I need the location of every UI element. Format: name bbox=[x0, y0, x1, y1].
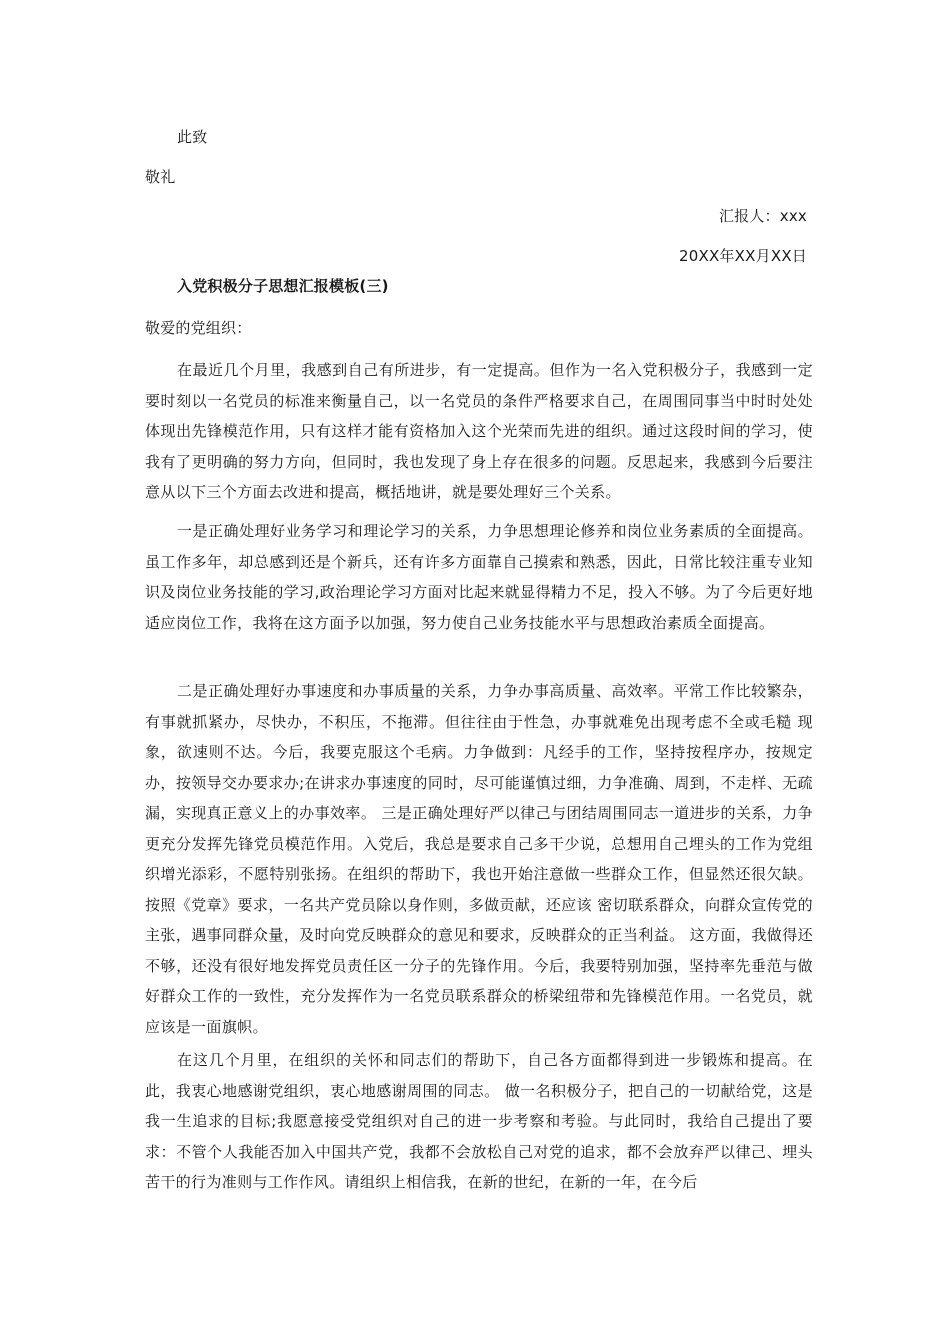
closing-salutation: 此致 bbox=[177, 128, 208, 146]
closing-regards: 敬礼 bbox=[145, 168, 176, 186]
report-date: 20XX年XX月XX日 bbox=[679, 247, 807, 265]
paragraph-text: 二是正确处理好办事速度和办事质量的关系，力争办事高质量、高效率。平常工作比较繁杂，有事就抓紧办，尽快办，不积压，不拖滞。但往往由于性急，办事就难免出现考虑不全或毛糙 现象，欲速则不达。今后，我要克服这个毛病。力争做到：凡经手的工作，坚持按程序办，按规定办，按领导交办要求办;在讲求办事速度的同时，尽可能谨慎过细，力争准确、周到，不走样、无疏漏，实现真正意义上的办事效率。 三是正确处理好严以律己与团结周围同志一道进步的关系，力争更充分发挥先锋党员模范作用。入党后，我总是要求自己多干少说，总想用自己埋头的工作为党组织增光添彩，不愿特别张扬。在组织的帮助下，我也开始注意做一些群众工作，但显然还很欠缺。按照《党章》要求，一名共产党员除以身作则，多做贡献，还应该 密切联系群众，向群众宣传党的主张，遇事同群众量，及时向党反映群众的意见和要求，反映群众的正当利益。 这方面，我做得还不够，还没有很好地发挥党员责任区一分子的先锋作用。今后，我要特别加强，坚持率先垂范与做好群众工作的一致性，充分发挥作为一名党员联系群众的桥梁纽带和先锋模范作用。一名党员，就应该是一面旗帜。 bbox=[145, 682, 813, 1036]
paragraph-1 bbox=[145, 355, 813, 508]
paragraph-text: 一是正确处理好业务学习和理论学习的关系，力争思想理论修养和岗位业务素质的全面提高。虽工作多年，却总感到还是个新兵，还有许多方面靠自己摸索和熟悉，因此，日常比较注重专业知识及岗位业务技能的学习,政治理论学习方面对比起来就显得精力不足，投入不够。为了今后更好地适应岗位工作，我将在这方面予以加强，努力使自己业务技能水平与思想政治素质全面提高。 bbox=[145, 522, 813, 632]
paragraph-2 bbox=[145, 516, 813, 638]
reporter-signature: 汇报人：xxx bbox=[718, 207, 807, 225]
paragraph-3 bbox=[145, 676, 813, 1042]
paragraph-4 bbox=[145, 1045, 813, 1198]
greeting: 敬爱的党组织： bbox=[145, 319, 252, 337]
paragraph-text: 在这几个月里，在组织的关怀和同志们的帮助下，自己各方面都得到进一步锻炼和提高。在此，我衷心地感谢党组织，衷心地感谢周围的同志。 做一名积极分子，把自己的一切献给党，这是我一生追求的目标;我愿意接受党组织对自己的进一步考察和考验。与此同时，我给自己提出了要求：不管个人我能否加入中国共产党，我都不会放松自己对党的追求，都不会放弃严以律己、埋头苦干的行为准则与工作作风。请组织上相信我，在新的世纪，在新的一年，在今后 bbox=[145, 1051, 813, 1191]
document-title: 入党积极分子思想汇报模板(三) bbox=[177, 277, 389, 295]
paragraph-text: 在最近几个月里，我感到自己有所进步，有一定提高。但作为一名入党积极分子，我感到一定要时刻以一名党员的标准来衡量自己，以一名党员的条件严格要求自己，在周围同事当中时时处处体现出先锋模范作用，只有这样才能有资格加入这个光荣而先进的组织。通过这段时间的学习，使我有了更明确的努力方向，但同时，我也发现了身上存在很多的问题。反思起来，我感到今后要注意从以下三个方面去改进和提高，概括地讲，就是要处理好三个关系。 bbox=[145, 361, 813, 501]
